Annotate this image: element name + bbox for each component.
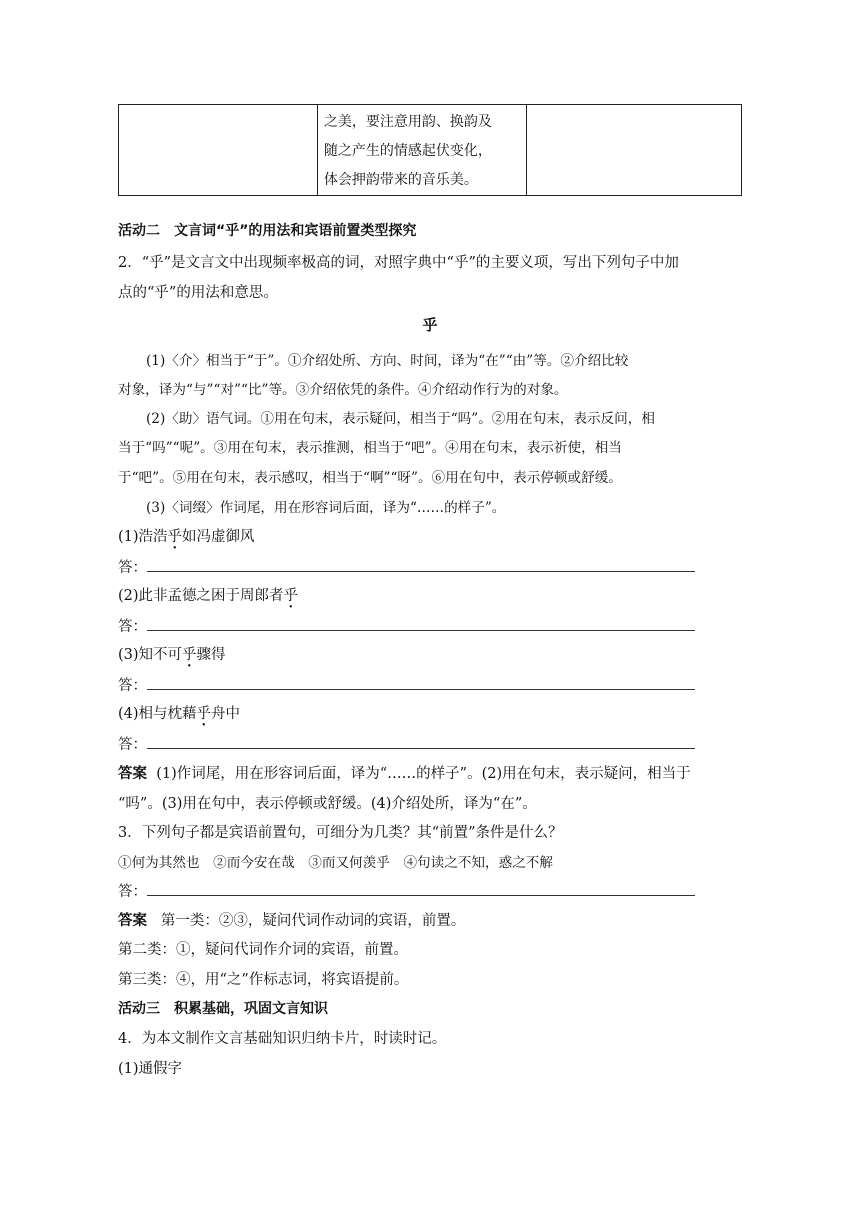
answer-line[interactable] <box>118 674 695 695</box>
q3-text: 3．下列句子都是宾语前置句，可细分为几类？其“前置”条件是什么？ <box>118 825 563 841</box>
dict-line: (3)〈词缀〉作词尾，用在形容词后面，译为“……的样子”。 <box>146 500 506 516</box>
q2-answer-line-2: “吗”。(3)用在句中，表示停顿或舒缓。(4)介绍处所，译为“在”。 <box>118 796 537 812</box>
table-cell-empty-right <box>527 105 742 196</box>
q2-answer-line-1 <box>118 762 691 783</box>
dict-line: (2)〈助〉语气词。①用在句末，表示疑问，相当于“吗”。②用在句末，表示反问，相 <box>146 411 655 427</box>
item-text: (2)此非孟德之困于周郎者 <box>118 588 284 604</box>
answer-blank[interactable] <box>147 881 695 896</box>
item-text: 舟中 <box>211 706 241 722</box>
answer-line[interactable] <box>118 556 695 577</box>
item-text: (1)浩浩 <box>118 529 168 545</box>
answer-label: 答案 <box>118 913 147 929</box>
item-text: (3)知不可 <box>118 647 183 663</box>
table-cell-empty-left <box>119 105 318 196</box>
q3-options: ①何为其然也 ②而今安在哉 ③而又何羡乎 ④句读之不知，惑之不解 <box>118 855 553 871</box>
answer-prefix: 答： <box>118 560 147 576</box>
subsection-title: (1)通假字 <box>118 1061 183 1077</box>
activity2-heading: 活动二 文言词“乎”的用法和宾语前置类型探究 <box>118 223 417 239</box>
item-text: (4)相与枕藉 <box>118 706 197 722</box>
answer-prefix: 答： <box>118 737 147 753</box>
answer-prefix: 答： <box>118 619 147 635</box>
dict-line: (1)〈介〉相当于“于”。①介绍处所、方向、时间，译为“在”“由”等。②介绍比较 <box>146 353 629 369</box>
item-1 <box>118 525 255 546</box>
answer-blank[interactable] <box>147 675 695 690</box>
table-cell-text <box>317 105 527 196</box>
q2-line-1: 2．“乎”是文言文中出现频率极高的词，对照字典中“乎”的主要义项，写出下列句子中加 <box>118 255 679 271</box>
q3-answer-line-2: 第二类：①，疑问代词作介词的宾语，前置。 <box>118 942 408 958</box>
dict-line: 于“吧”。⑤用在句末，表示感叹，相当于“啊”“呀”。⑥用在句中，表示停顿或舒缓。 <box>118 470 622 486</box>
activity3-heading: 活动三 积累基础，巩固文言知识 <box>118 1001 328 1017</box>
answer-text: 第一类：②③，疑问代词作动词的宾语，前置。 <box>160 913 466 929</box>
answer-line[interactable] <box>118 615 695 636</box>
answer-prefix: 答： <box>118 884 147 900</box>
dotted-char: 乎 <box>283 588 299 604</box>
answer-prefix: 答： <box>118 678 147 694</box>
item-4 <box>118 702 240 723</box>
item-3 <box>118 643 226 664</box>
q3-answer-line-3: 第三类：④，用“之”作标志词，将宾语提前。 <box>118 972 409 988</box>
answer-blank[interactable] <box>147 557 695 572</box>
q3-answer-line-1 <box>118 909 465 930</box>
dotted-char: 乎 <box>196 706 212 722</box>
q4-text: 4．为本文制作文言基础知识归纳卡片，时读时记。 <box>118 1031 447 1047</box>
answer-line[interactable] <box>118 880 695 901</box>
answer-label: 答案 <box>118 766 147 782</box>
table-cell-line: 之美，要注意用韵、换韵及 <box>323 114 492 130</box>
dotted-char: 乎 <box>167 529 183 545</box>
item-text: 骤得 <box>196 647 226 663</box>
dictionary-title: 乎 <box>422 316 438 334</box>
dict-line: 当于“吗”“呢”。③用在句末，表示推测，相当于“吧”。④用在句末，表示祈使，相当 <box>118 440 622 456</box>
answer-line[interactable] <box>118 733 695 754</box>
dotted-char: 乎 <box>182 647 197 663</box>
item-text: 如冯虚御风 <box>182 529 255 545</box>
summary-table <box>118 104 742 196</box>
table-cell-line: 体会押韵带来的音乐美。 <box>323 172 478 188</box>
item-2 <box>118 584 298 605</box>
table-cell-line: 随之产生的情感起伏变化， <box>323 143 492 159</box>
dict-line: 对象，译为“与”“对”“比”等。③介绍依凭的条件。④介绍动作行为的对象。 <box>118 382 568 398</box>
answer-text: (1)作词尾，用在形容词后面，译为“……的样子”。(2)用在句末，表示疑问，相当于 <box>156 766 691 782</box>
q2-line-2: 点的“乎”的用法和意思。 <box>118 285 278 301</box>
answer-blank[interactable] <box>147 734 695 749</box>
answer-blank[interactable] <box>147 616 695 631</box>
